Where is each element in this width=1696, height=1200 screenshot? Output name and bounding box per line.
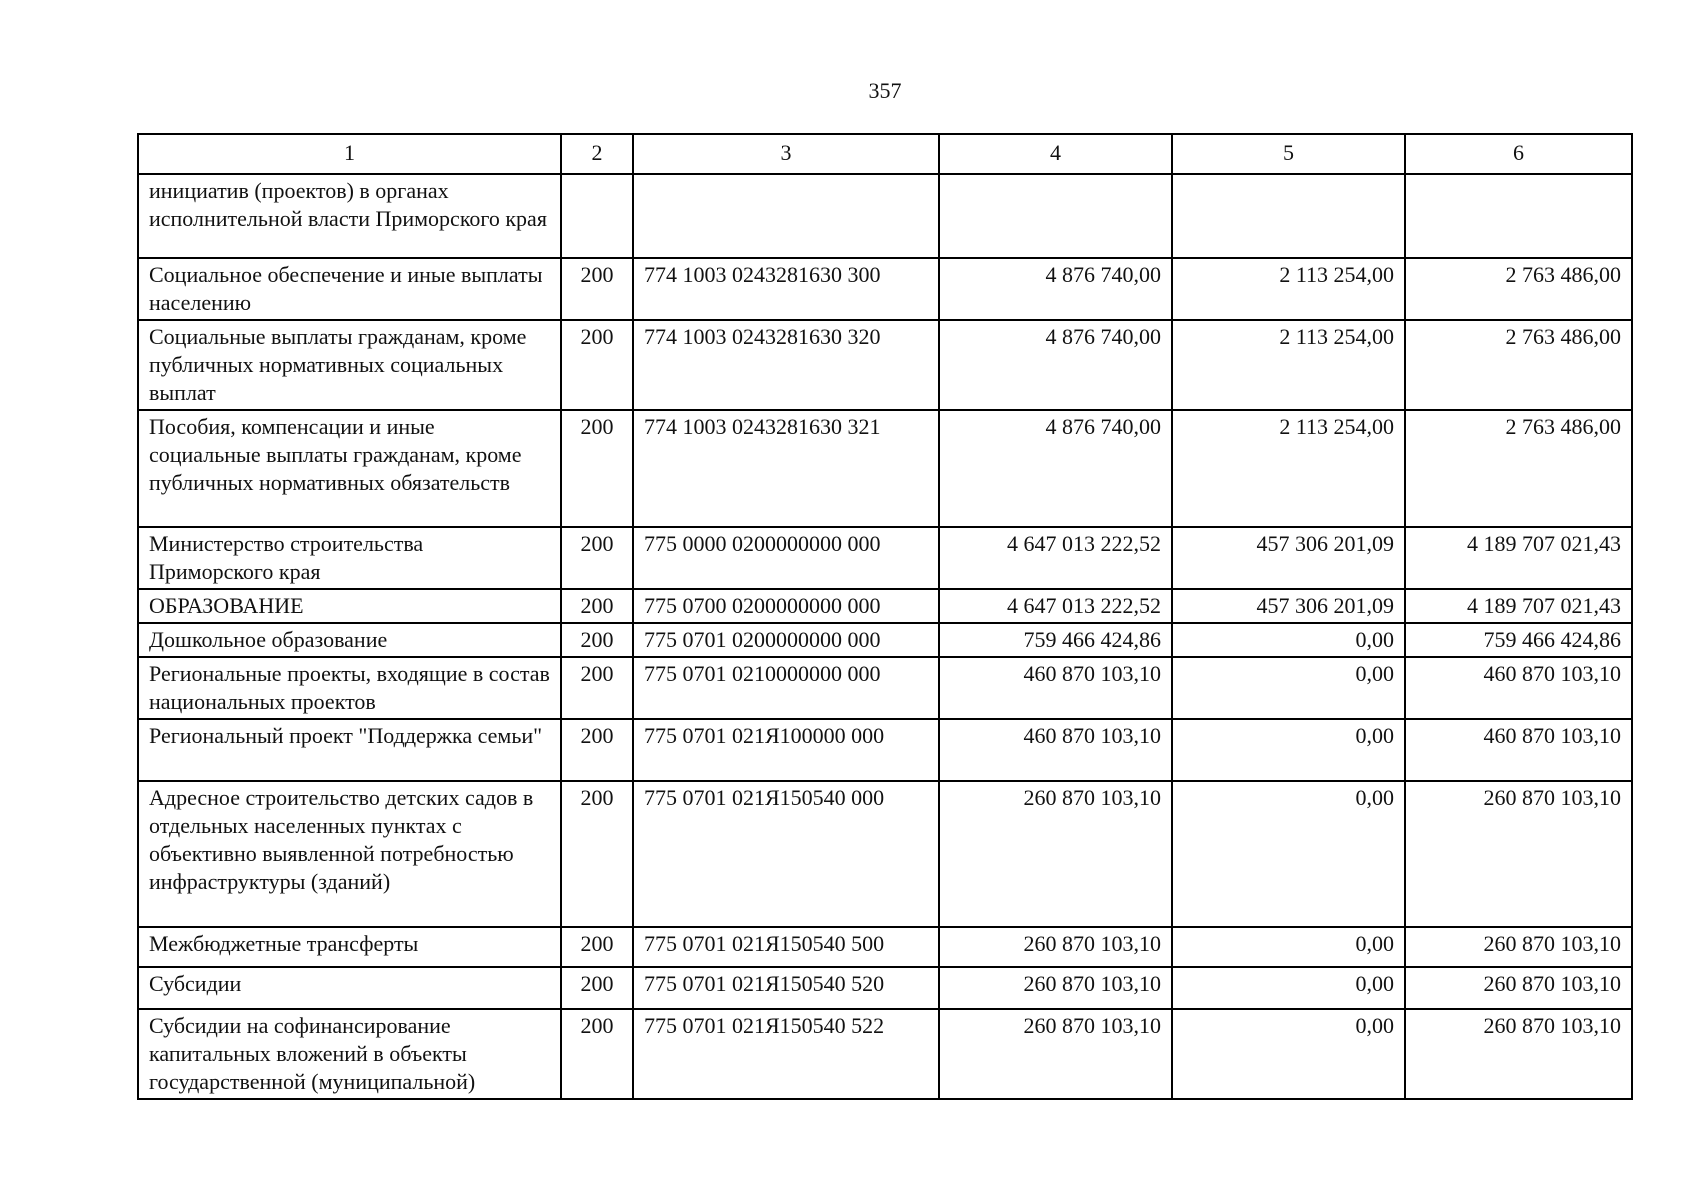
table-row — [138, 527, 1632, 589]
row-code: 775 0000 0200000000 000 — [633, 527, 939, 589]
row-value-4 — [939, 174, 1172, 258]
row-grbs: 200 — [561, 927, 633, 967]
row-code: 775 0701 021Я150540 522 — [633, 1009, 939, 1099]
row-code: 775 0700 0200000000 000 — [633, 589, 939, 623]
row-grbs: 200 — [561, 967, 633, 1009]
row-code — [633, 174, 939, 258]
row-code: 774 1003 0243281630 321 — [633, 410, 939, 527]
table-body — [138, 174, 1632, 1099]
row-grbs: 200 — [561, 589, 633, 623]
row-value-5: 0,00 — [1172, 967, 1405, 1009]
row-value-6: 2 763 486,00 — [1405, 258, 1632, 320]
row-value-4: 4 876 740,00 — [939, 258, 1172, 320]
row-grbs: 200 — [561, 410, 633, 527]
row-code: 775 0701 021Я150540 500 — [633, 927, 939, 967]
table-row — [138, 719, 1632, 781]
row-value-5: 0,00 — [1172, 781, 1405, 927]
column-header-1: 1 — [138, 134, 561, 174]
row-grbs: 200 — [561, 781, 633, 927]
table-row — [138, 258, 1632, 320]
header-row — [138, 134, 1632, 174]
row-value-5: 457 306 201,09 — [1172, 527, 1405, 589]
row-grbs: 200 — [561, 258, 633, 320]
table-row — [138, 623, 1632, 657]
row-value-6: 460 870 103,10 — [1405, 657, 1632, 719]
row-grbs: 200 — [561, 719, 633, 781]
row-value-6: 759 466 424,86 — [1405, 623, 1632, 657]
row-value-5 — [1172, 174, 1405, 258]
row-name: инициатив (проектов) в органах исполнительной власти Приморского края — [138, 174, 561, 258]
row-grbs: 200 — [561, 657, 633, 719]
row-name: Дошкольное образование — [138, 623, 561, 657]
row-name: Социальные выплаты гражданам, кроме публичных нормативных социальных выплат — [138, 320, 561, 410]
row-name: Региональные проекты, входящие в состав национальных проектов — [138, 657, 561, 719]
budget-table — [137, 133, 1633, 1100]
row-value-5: 2 113 254,00 — [1172, 320, 1405, 410]
row-value-4: 260 870 103,10 — [939, 781, 1172, 927]
row-value-4: 460 870 103,10 — [939, 719, 1172, 781]
table-row — [138, 410, 1632, 527]
table-row — [138, 320, 1632, 410]
row-name: Субсидии — [138, 967, 561, 1009]
table-row — [138, 174, 1632, 258]
column-header-2: 2 — [561, 134, 633, 174]
row-value-4: 260 870 103,10 — [939, 927, 1172, 967]
row-name: Министерство строительства Приморского края — [138, 527, 561, 589]
row-value-6: 2 763 486,00 — [1405, 320, 1632, 410]
row-value-4: 759 466 424,86 — [939, 623, 1172, 657]
row-value-4: 4 876 740,00 — [939, 320, 1172, 410]
row-grbs: 200 — [561, 527, 633, 589]
row-value-5: 2 113 254,00 — [1172, 258, 1405, 320]
table-row — [138, 927, 1632, 967]
column-header-6: 6 — [1405, 134, 1632, 174]
row-value-4: 260 870 103,10 — [939, 1009, 1172, 1099]
page-number: 357 — [868, 78, 902, 103]
row-value-4: 4 647 013 222,52 — [939, 589, 1172, 623]
row-code: 775 0701 0200000000 000 — [633, 623, 939, 657]
row-value-4: 460 870 103,10 — [939, 657, 1172, 719]
table-row — [138, 589, 1632, 623]
row-name: Пособия, компенсации и иные социальные выплаты гражданам, кроме публичных нормативных обязательств — [138, 410, 561, 527]
row-name: Межбюджетные трансферты — [138, 927, 561, 967]
row-value-5: 0,00 — [1172, 657, 1405, 719]
column-header-5: 5 — [1172, 134, 1405, 174]
table-row — [138, 781, 1632, 927]
row-code: 774 1003 0243281630 300 — [633, 258, 939, 320]
row-value-5: 457 306 201,09 — [1172, 589, 1405, 623]
row-value-5: 2 113 254,00 — [1172, 410, 1405, 527]
row-grbs — [561, 174, 633, 258]
row-value-4: 260 870 103,10 — [939, 967, 1172, 1009]
row-value-5: 0,00 — [1172, 927, 1405, 967]
row-name: ОБРАЗОВАНИЕ — [138, 589, 561, 623]
row-value-5: 0,00 — [1172, 719, 1405, 781]
row-value-6: 2 763 486,00 — [1405, 410, 1632, 527]
row-name: Региональный проект "Поддержка семьи" — [138, 719, 561, 781]
row-value-6: 4 189 707 021,43 — [1405, 527, 1632, 589]
row-name: Субсидии на софинансирование капитальных вложений в объекты государственной (муниципальной) — [138, 1009, 561, 1099]
table-header — [138, 134, 1632, 174]
row-code: 775 0701 0210000000 000 — [633, 657, 939, 719]
row-code: 775 0701 021Я150540 000 — [633, 781, 939, 927]
row-value-5: 0,00 — [1172, 623, 1405, 657]
column-header-3: 3 — [633, 134, 939, 174]
row-code: 775 0701 021Я150540 520 — [633, 967, 939, 1009]
table-row — [138, 657, 1632, 719]
column-header-4: 4 — [939, 134, 1172, 174]
row-grbs: 200 — [561, 320, 633, 410]
row-code: 774 1003 0243281630 320 — [633, 320, 939, 410]
row-name: Адресное строительство детских садов в отдельных населенных пунктах с объективно выявленной потребностью инфраструктуры (зданий) — [138, 781, 561, 927]
row-value-6: 4 189 707 021,43 — [1405, 589, 1632, 623]
row-value-6: 260 870 103,10 — [1405, 927, 1632, 967]
row-value-5: 0,00 — [1172, 1009, 1405, 1099]
row-value-6: 260 870 103,10 — [1405, 967, 1632, 1009]
row-grbs: 200 — [561, 623, 633, 657]
row-value-6: 460 870 103,10 — [1405, 719, 1632, 781]
row-value-4: 4 876 740,00 — [939, 410, 1172, 527]
row-value-6: 260 870 103,10 — [1405, 781, 1632, 927]
row-value-6 — [1405, 174, 1632, 258]
row-value-4: 4 647 013 222,52 — [939, 527, 1172, 589]
table-row — [138, 967, 1632, 1009]
row-grbs: 200 — [561, 1009, 633, 1099]
table-row — [138, 1009, 1632, 1099]
row-code: 775 0701 021Я100000 000 — [633, 719, 939, 781]
row-name: Социальное обеспечение и иные выплаты населению — [138, 258, 561, 320]
row-value-6: 260 870 103,10 — [1405, 1009, 1632, 1099]
